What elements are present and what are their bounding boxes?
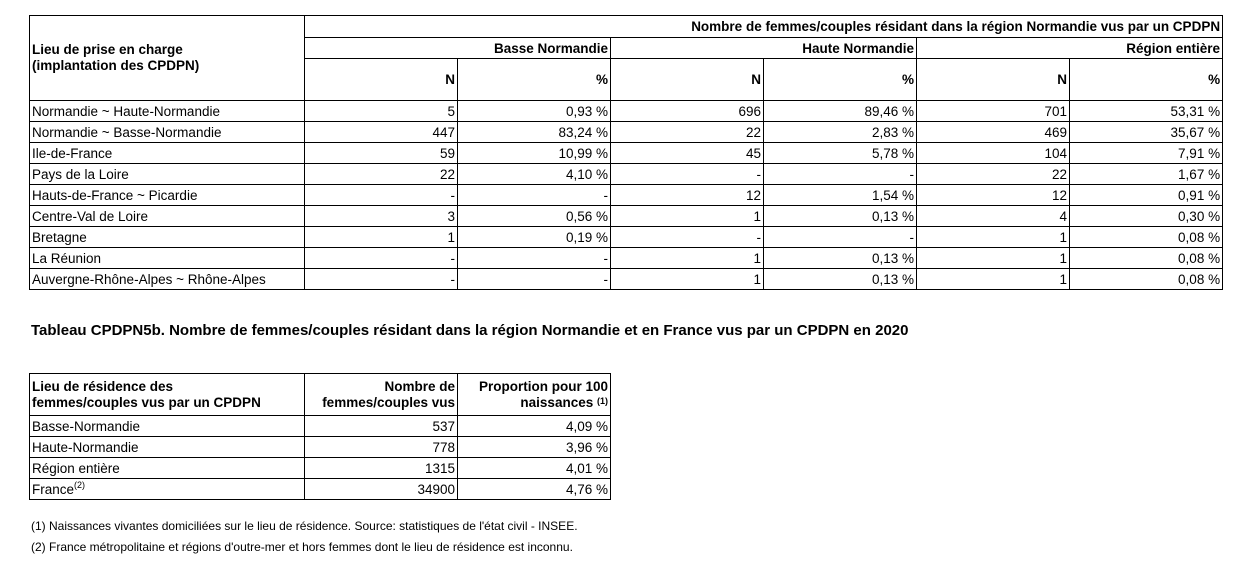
col-proportion-footnote-ref: (1) bbox=[597, 395, 608, 406]
table-row bbox=[30, 416, 611, 437]
table-row bbox=[30, 143, 1223, 164]
cell-percent: 4,10 % bbox=[458, 164, 611, 185]
cell-count: 778 bbox=[305, 437, 458, 458]
cell-count: 4 bbox=[917, 206, 1070, 227]
table2-title: Tableau CPDPN5b. Nombre de femmes/couples résidant dans la région Normandie et en France vus par un CPDPN en 2020 bbox=[31, 322, 909, 339]
cell-percent: 0,91 % bbox=[1070, 185, 1223, 206]
table-row bbox=[30, 101, 1223, 122]
cell-count: 1 bbox=[917, 248, 1070, 269]
row-label: Basse-Normandie bbox=[32, 418, 141, 434]
row-label: La Réunion bbox=[30, 248, 305, 269]
table-row bbox=[30, 458, 611, 479]
col-pct-header: % bbox=[1070, 59, 1223, 101]
cell-count: - bbox=[611, 164, 764, 185]
group-header: Nombre de femmes/couples résidant dans la région Normandie vus par un CPDPN bbox=[305, 16, 1223, 38]
col-proportion-header bbox=[458, 374, 611, 416]
cell-percent: 2,83 % bbox=[764, 122, 917, 143]
col-n-header: N bbox=[917, 59, 1070, 101]
cell-percent: 83,24 % bbox=[458, 122, 611, 143]
col-proportion-line2-wrap bbox=[460, 395, 608, 411]
row-label: Normandie ~ Haute-Normandie bbox=[30, 101, 305, 122]
cell-percent: 0,08 % bbox=[1070, 227, 1223, 248]
cell-count: 1 bbox=[917, 227, 1070, 248]
cell-percent: - bbox=[458, 248, 611, 269]
cell-percent: - bbox=[764, 227, 917, 248]
cell-percent: - bbox=[458, 185, 611, 206]
row-label: Normandie ~ Basse-Normandie bbox=[30, 122, 305, 143]
cell-count: 12 bbox=[611, 185, 764, 206]
cell-count: 447 bbox=[305, 122, 458, 143]
rowlabel-header-line2: (implantation des CPDPN) bbox=[32, 58, 200, 73]
cell-percent: 0,93 % bbox=[458, 101, 611, 122]
col-proportion-line2: naissances bbox=[520, 394, 594, 410]
cell-count: 1 bbox=[611, 269, 764, 290]
cell-count: 22 bbox=[305, 164, 458, 185]
cell-percent: 1,67 % bbox=[1070, 164, 1223, 185]
row-label-cell bbox=[30, 416, 305, 437]
cell-count: - bbox=[611, 227, 764, 248]
cell-count: - bbox=[305, 269, 458, 290]
col-count-header bbox=[305, 374, 458, 416]
cell-percent: 10,99 % bbox=[458, 143, 611, 164]
row-label: Région entière bbox=[32, 460, 120, 476]
footnote-2: (2) France métropolitaine et régions d'outre-mer et hors femmes dont le lieu de résidence est inconnu. bbox=[31, 540, 573, 554]
row-label: Hauts-de-France ~ Picardie bbox=[30, 185, 305, 206]
cell-percent: 1,54 % bbox=[764, 185, 917, 206]
cell-percent: 0,19 % bbox=[458, 227, 611, 248]
row-label: Bretagne bbox=[30, 227, 305, 248]
cell-count: 45 bbox=[611, 143, 764, 164]
col-n-header: N bbox=[611, 59, 764, 101]
cell-percent: 0,13 % bbox=[764, 248, 917, 269]
cell-percent: 0,13 % bbox=[764, 206, 917, 227]
table-row bbox=[30, 185, 1223, 206]
cell-percent: 4,09 % bbox=[458, 416, 611, 437]
table-row bbox=[30, 227, 1223, 248]
col-n-header: N bbox=[305, 59, 458, 101]
cell-percent: - bbox=[764, 164, 917, 185]
cell-percent: - bbox=[458, 269, 611, 290]
cell-count: - bbox=[305, 185, 458, 206]
cell-count: 3 bbox=[305, 206, 458, 227]
row-label: France bbox=[32, 481, 75, 497]
cell-count: - bbox=[305, 248, 458, 269]
subgroup-basse-normandie: Basse Normandie bbox=[305, 38, 611, 59]
col-residence-header bbox=[30, 374, 305, 416]
cell-count: 537 bbox=[305, 416, 458, 437]
cell-count: 22 bbox=[611, 122, 764, 143]
col-count-line1: Nombre de bbox=[384, 378, 455, 394]
cell-percent: 4,76 % bbox=[458, 479, 611, 500]
cell-percent: 3,96 % bbox=[458, 437, 611, 458]
cell-count: 104 bbox=[917, 143, 1070, 164]
cell-count: 34900 bbox=[305, 479, 458, 500]
cell-count: 1 bbox=[917, 269, 1070, 290]
cell-percent: 0,56 % bbox=[458, 206, 611, 227]
table-row bbox=[30, 269, 1223, 290]
cell-count: 5 bbox=[305, 101, 458, 122]
cell-percent: 0,08 % bbox=[1070, 269, 1223, 290]
row-label-cell bbox=[30, 458, 305, 479]
cell-count: 22 bbox=[917, 164, 1070, 185]
cell-count: 1 bbox=[611, 206, 764, 227]
residence-table bbox=[29, 373, 611, 500]
subgroup-haute-normandie: Haute Normandie bbox=[611, 38, 917, 59]
row-label: Haute-Normandie bbox=[32, 439, 139, 455]
footnote-1: (1) Naissances vivantes domiciliées sur le lieu de résidence. Source: statistiques de l'état civil - INSEE. bbox=[31, 519, 578, 533]
prise-en-charge-table bbox=[29, 15, 1223, 290]
cell-percent: 89,46 % bbox=[764, 101, 917, 122]
cell-percent: 4,01 % bbox=[458, 458, 611, 479]
col-count-line2: femmes/couples vus bbox=[322, 394, 455, 410]
row-label-cell bbox=[30, 437, 305, 458]
col-pct-header: % bbox=[764, 59, 917, 101]
cell-percent: 0,13 % bbox=[764, 269, 917, 290]
cell-percent: 0,08 % bbox=[1070, 248, 1223, 269]
row-label-cell bbox=[30, 479, 305, 500]
rowlabel-header-line1: Lieu de prise en charge bbox=[32, 42, 183, 57]
row-footnote-ref: (2) bbox=[74, 479, 86, 490]
row-label: Centre-Val de Loire bbox=[30, 206, 305, 227]
col-proportion-line1: Proportion pour 100 bbox=[478, 378, 608, 394]
cell-count: 701 bbox=[917, 101, 1070, 122]
cell-count: 1 bbox=[611, 248, 764, 269]
cell-count: 1315 bbox=[305, 458, 458, 479]
table-row bbox=[30, 437, 611, 458]
table-row bbox=[30, 122, 1223, 143]
cell-count: 12 bbox=[917, 185, 1070, 206]
cell-percent: 0,30 % bbox=[1070, 206, 1223, 227]
cell-percent: 5,78 % bbox=[764, 143, 917, 164]
cell-count: 1 bbox=[305, 227, 458, 248]
row-label: Pays de la Loire bbox=[30, 164, 305, 185]
cell-percent: 7,91 % bbox=[1070, 143, 1223, 164]
table-row bbox=[30, 479, 611, 500]
row-label: Ile-de-France bbox=[30, 143, 305, 164]
table-row bbox=[30, 206, 1223, 227]
table-row bbox=[30, 248, 1223, 269]
cell-count: 59 bbox=[305, 143, 458, 164]
row-label: Auvergne-Rhône-Alpes ~ Rhône-Alpes bbox=[30, 269, 305, 290]
col-residence-line2: femmes/couples vus par un CPDPN bbox=[32, 394, 261, 410]
subgroup-region-entiere: Région entière bbox=[917, 38, 1223, 59]
cell-percent: 53,31 % bbox=[1070, 101, 1223, 122]
col-residence-line1: Lieu de résidence des bbox=[32, 378, 174, 394]
table-row bbox=[30, 164, 1223, 185]
col-pct-header: % bbox=[458, 59, 611, 101]
cell-count: 696 bbox=[611, 101, 764, 122]
rowlabel-header bbox=[30, 16, 305, 101]
cell-count: 469 bbox=[917, 122, 1070, 143]
cell-percent: 35,67 % bbox=[1070, 122, 1223, 143]
